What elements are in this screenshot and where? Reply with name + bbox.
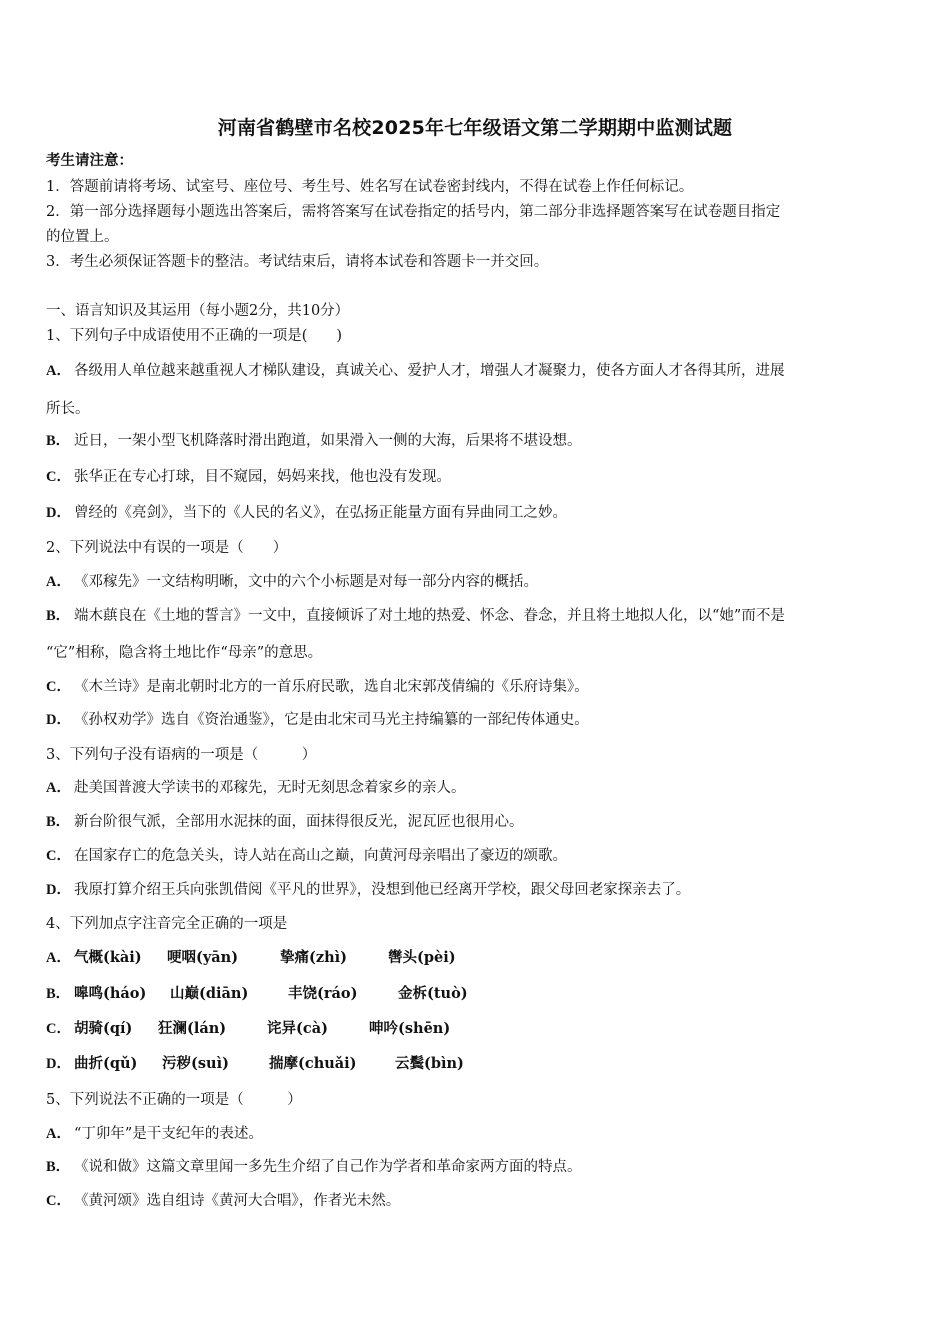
pinyin-item: 狂澜(lán): [158, 1020, 227, 1037]
pinyin-item: 诧异(cà): [267, 1020, 328, 1037]
option-text: 端木蕻良在《土地的誓言》一文中，直接倾诉了对土地的热爱、怀念、眷念，并且将土地拟人化，以“她”而不是: [74, 608, 785, 624]
option-b: [46, 984, 468, 1004]
option-text: 新台阶很气派，全部用水泥抹的面，面抹得很反光，泥瓦匠也很用心。: [74, 814, 524, 830]
option-text: 近日，一架小型飞机降落时滑出跑道，如果滑入一侧的大海，后果将不堪设想。: [74, 433, 582, 449]
option-text: 各级用人单位越来越重视人才梯队建设，真诚关心、爱护人才，增强人才凝聚力，使各方面人才各得其所，进展: [74, 363, 785, 379]
option-text: 在国家存亡的危急关头，诗人站在高山之巅，向黄河母亲唱出了豪迈的颂歌。: [74, 848, 567, 864]
option-b: [46, 606, 785, 626]
pinyin-item: 哽咽(yān): [167, 949, 239, 966]
option-label: D．: [46, 1056, 71, 1072]
option-label: B．: [46, 608, 71, 624]
option-label: B．: [46, 814, 71, 830]
option-c: [46, 846, 567, 866]
option-b: [46, 812, 524, 832]
notice-item: 3．考生必须保证答题卡的整洁。考试结束后，请将本试卷和答题卡一并交回。: [46, 254, 549, 270]
option-b: [46, 431, 582, 451]
notice-item: 的位置上。: [46, 229, 119, 245]
option-text: 《孙权劝学》选自《资治通鉴》，它是由北宋司马光主持编纂的一部纪传体通史。: [74, 712, 589, 728]
option-text: 《说和做》这篇文章里闻一多先生介绍了自己作为学者和革命家两方面的特点。: [74, 1159, 582, 1175]
option-continuation: 所长。: [46, 401, 90, 417]
option-label: A．: [46, 574, 71, 590]
option-text: 张华正在专心打球，目不窥园，妈妈来找，他也没有发现。: [74, 469, 451, 485]
question-stem: 3、下列句子没有语病的一项是（ ）: [46, 747, 317, 763]
option-label: C．: [46, 679, 71, 695]
option-a: [46, 948, 456, 968]
option-label: A．: [46, 780, 71, 796]
option-d: [46, 1054, 464, 1074]
pinyin-item: 曲折(qǔ): [74, 1055, 138, 1072]
option-label: A．: [46, 950, 71, 966]
section-heading: 一、语言知识及其运用（每小题2分，共10分）: [46, 303, 350, 319]
pinyin-item: 丰饶(ráo): [288, 985, 358, 1002]
notice-heading: 考生请注意：: [46, 152, 133, 169]
option-label: C．: [46, 469, 71, 485]
option-label: C．: [46, 1021, 71, 1037]
option-c: [46, 1019, 450, 1039]
option-a: [46, 361, 785, 381]
option-text: 《黄河颂》选自组诗《黄河大合唱》，作者光未然。: [74, 1193, 401, 1209]
option-label: C．: [46, 1193, 71, 1209]
option-c: [46, 467, 451, 487]
option-label: B．: [46, 1159, 71, 1175]
question-stem: 5、下列说法不正确的一项是（ ）: [46, 1092, 302, 1108]
option-a: [46, 778, 466, 798]
option-text: 曾经的《亮剑》，当下的《人民的名义》，在弘扬正能量方面有异曲同工之妙。: [74, 505, 567, 521]
option-label: D．: [46, 712, 71, 728]
pinyin-item: 呻吟(shēn): [369, 1020, 451, 1037]
option-c: [46, 677, 589, 697]
option-text: 《木兰诗》是南北朝时北方的一首乐府民歌，选自北宋郭茂倩编的《乐府诗集》。: [74, 679, 589, 695]
option-label: C．: [46, 848, 71, 864]
pinyin-item: 气概(kài): [74, 949, 142, 966]
option-text: 赴美国普渡大学读书的邓稼先，无时无刻思念着家乡的亲人。: [74, 780, 466, 796]
page-title: 河南省鹤壁市名校2025年七年级语文第二学期期中监测试题: [217, 117, 733, 139]
option-label: A．: [46, 363, 71, 379]
option-label: D．: [46, 882, 71, 898]
pinyin-item: 云鬓(bìn): [395, 1055, 464, 1072]
pinyin-item: 揣摩(chuǎi): [269, 1055, 357, 1072]
pinyin-item: 挚痛(zhì): [280, 949, 348, 966]
option-label: A．: [46, 1126, 71, 1142]
question-stem: 2、下列说法中有误的一项是（ ）: [46, 540, 288, 556]
option-label: B．: [46, 433, 71, 449]
option-label: D．: [46, 505, 71, 521]
option-a: [46, 1124, 263, 1144]
option-continuation: “它”相称，隐含将土地比作“母亲”的意思。: [46, 645, 323, 661]
pinyin-item: 辔头(pèi): [388, 949, 456, 966]
pinyin-item: 胡骑(qí): [74, 1020, 133, 1037]
pinyin-item: 污秽(suì): [162, 1055, 229, 1072]
notice-item: 2．第一部分选择题每小题选出答案后，需将答案写在试卷指定的括号内，第二部分非选择题答案写在试卷题目指定: [46, 204, 781, 220]
question-stem: 4、下列加点字注音完全正确的一项是: [46, 916, 288, 932]
question-stem: 1、下列句子中成语使用不正确的一项是( ): [46, 328, 343, 344]
option-c: [46, 1191, 400, 1211]
pinyin-item: 金柝(tuò): [398, 985, 468, 1002]
pinyin-item: 嗥鸣(háo): [74, 985, 147, 1002]
option-label: B．: [46, 986, 71, 1002]
notice-item: 1．答题前请将考场、试室号、座位号、考生号、姓名写在试卷密封线内，不得在试卷上作任何标记。: [46, 179, 694, 195]
option-d: [46, 880, 690, 900]
option-d: [46, 710, 589, 730]
option-text: 我原打算介绍王兵向张凯借阅《平凡的世界》，没想到他已经离开学校，跟父母回老家探亲去了。: [74, 882, 691, 898]
pinyin-item: 山巅(diān): [170, 985, 249, 1002]
option-a: [46, 572, 538, 592]
option-text: “丁卯年”是干支纪年的表述。: [74, 1126, 263, 1142]
option-text: 《邓稼先》一文结构明晰，文中的六个小标题是对每一部分内容的概括。: [74, 574, 538, 590]
option-d: [46, 503, 567, 523]
option-b: [46, 1157, 582, 1177]
